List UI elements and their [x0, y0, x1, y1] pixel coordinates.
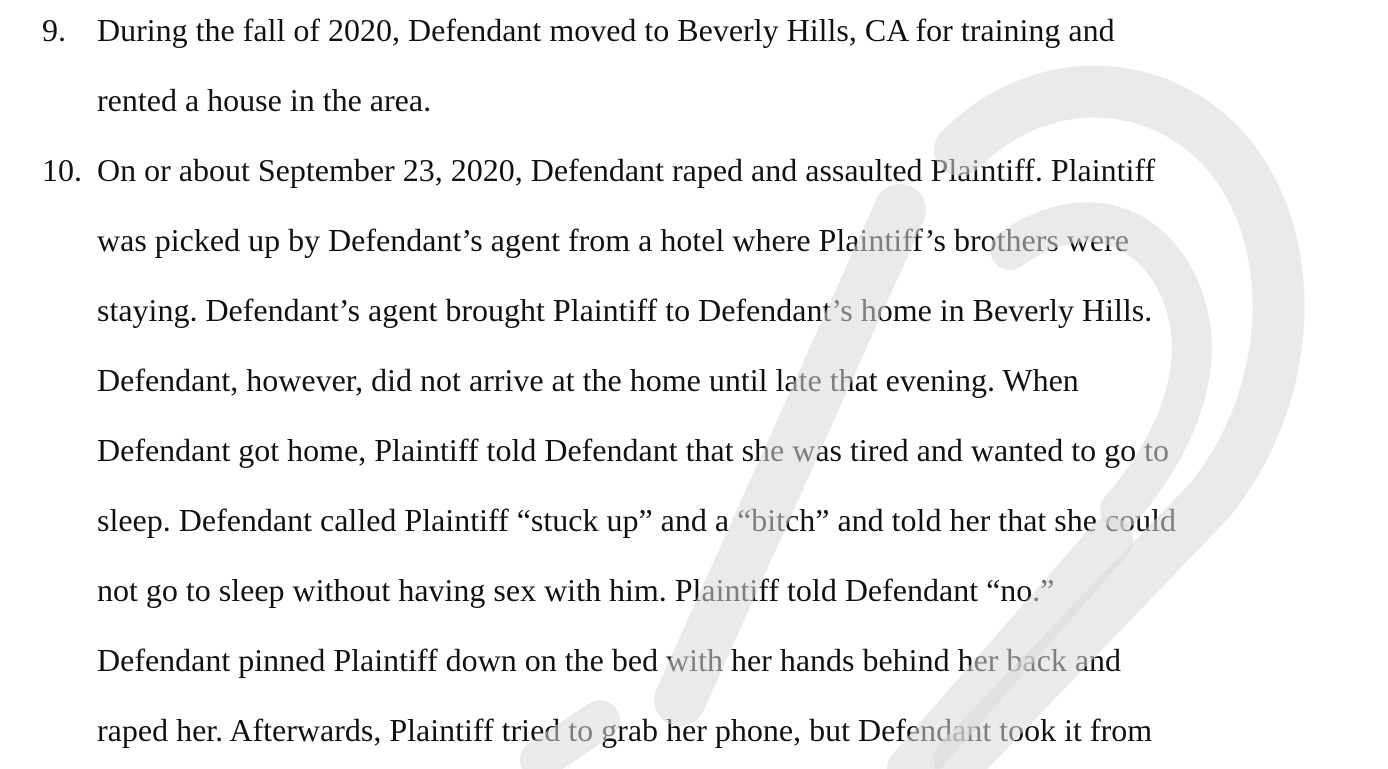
paragraph-line: Defendant got home, Plaintiff told Defendant that she was tired and wanted to go to [97, 432, 1170, 468]
paragraph-line: staying. Defendant’s agent brought Plaintiff to Defendant’s home in Beverly Hills. [97, 292, 1153, 328]
paragraph-line: was picked up by Defendant’s agent from a hotel where Plaintiff’s brothers were [97, 222, 1129, 258]
paragraph-line: Defendant pinned Plaintiff down on the bed with her hands behind her back and [97, 642, 1122, 678]
paragraph-line: rented a house in the area. [97, 82, 432, 118]
paragraph-line: During the fall of 2020, Defendant moved to Beverly Hills, CA for training and [97, 12, 1115, 48]
paragraph-line: sleep. Defendant called Plaintiff “stuck up” and a “bitch” and told her that she could [97, 502, 1177, 538]
paragraph-line: raped her. Afterwards, Plaintiff tried to grab her phone, but Defendant took it from [97, 712, 1153, 748]
paragraph-number: 10. [42, 152, 82, 188]
paragraph-line: On or about September 23, 2020, Defendant raped and assaulted Plaintiff. Plaintiff [97, 152, 1156, 188]
paragraph-number: 9. [42, 12, 66, 48]
paragraph-line: Defendant, however, did not arrive at the home until late that evening. When [97, 362, 1079, 398]
paragraph-line: not go to sleep without having sex with him. Plaintiff told Defendant “no.” [97, 572, 1055, 608]
